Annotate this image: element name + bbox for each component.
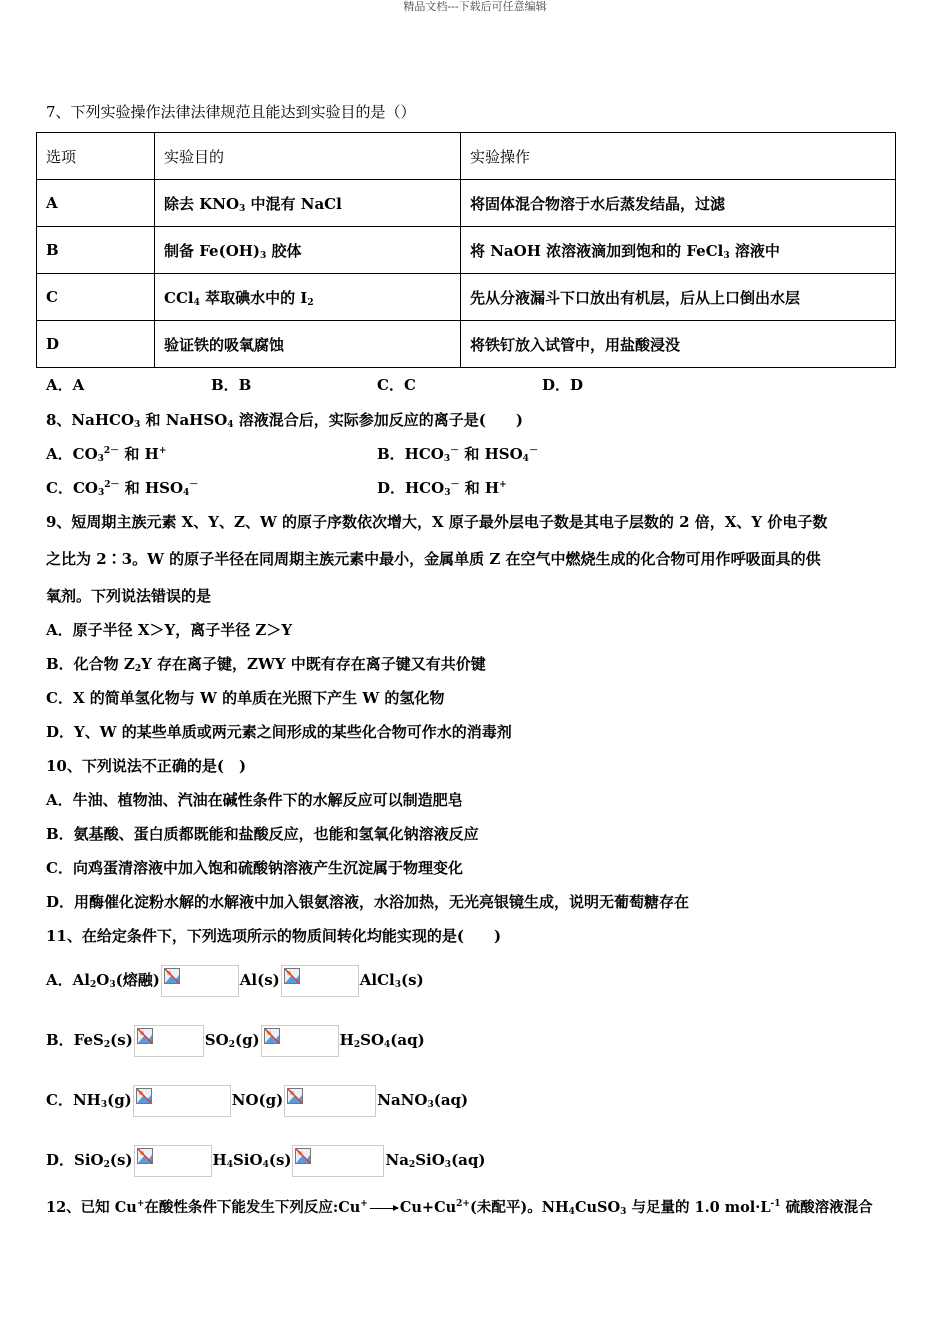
q9-choice-a: A．原子半径 X＞Y，离子半径 Z＞Y [46,621,293,639]
goal-cell: 制备 $Fe(OH)_3$ 胶体 [155,227,461,274]
broken-image-icon [133,1085,231,1117]
q12-stem: 12、已知 Cu+在酸性条件下能发生下列反应:Cu+ $Cu+Cu^{2+}$(未配平)。$NH_4CuSO_3$ 与足量的 1.0 $mol\cdot L^{-1}$ 硫酸溶液混合 [46,1199,873,1217]
q9-choice-c: C．X 的简单氢化物与 W 的单质在光照下产生 W 的氢化物 [46,689,445,707]
broken-image-icon [284,1085,376,1117]
q9-choice-d: D．Y、W 的某些单质或两元素之间形成的某些化合物可作水的消毒剂 [46,723,512,741]
q8-stem: 8、NaHCO$_3$ 和 NaHSO$_4$ 溶液混合后，实际参加反应的离子是( ) [46,411,523,430]
header-cell: 实验操作 [461,133,896,180]
q11-choice-b: B．FeS$_2$(s) $SO_2(g)$ $H_2SO_4(aq)$ [46,1022,425,1058]
q10-choice-d: D．用酶催化淀粉水解的水解液中加入银氨溶液，水浴加热，无光亮银镜生成，说明无葡萄糖存在 [46,893,690,911]
reaction-arrow-icon [370,1208,398,1209]
q8-choice-d: D．$HCO_3^-$ 和 H+ [377,479,507,498]
option-cell: C [37,274,155,321]
q9-choice-b: B．化合物 $Z_2Y$ 存在离子键，ZWY 中既有存在离子键又有共价键 [46,655,486,674]
goal-cell: 验证铁的吸氧腐蚀 [155,321,461,368]
table-row [37,321,896,368]
broken-image-icon [134,1145,212,1177]
table-row [37,274,896,321]
q7-choice-a: A．A [46,376,85,394]
q10-choice-a: A．牛油、植物油、汽油在碱性条件下的水解反应可以制造肥皂 [46,791,463,809]
q8-choice-b: B．$HCO_3^-$ 和 $HSO_4^-$ [377,445,538,464]
operation-cell: 将固体混合物溶于水后蒸发结晶，过滤 [461,180,896,227]
option-cell: B [37,227,155,274]
q9-stem-line3: 氧剂。下列说法错误的是 [46,587,212,605]
q7-stem: 7、下列实验操作法律法律规范且能达到实验目的是（） [46,103,416,121]
q10-choice-c: C．向鸡蛋清溶液中加入饱和硫酸钠溶液产生沉淀属于物理变化 [46,859,463,877]
q7-choice-c: C．C [377,376,416,394]
option-cell: D [37,321,155,368]
q8-choice-c: C．$CO_3^{2-}$ 和 $HSO_4^-$ [46,479,199,498]
q11-choice-c: C．$NH_3(g)$ NO(g) NaNO$_3$(aq) [46,1082,468,1118]
q7-table [36,132,896,368]
broken-image-icon [261,1025,339,1057]
broken-image-icon [281,965,359,997]
goal-cell: 除去 $KNO_3$ 中混有 NaCl [155,180,461,227]
header-cell: 选项 [37,133,155,180]
goal-cell: CCl$_4$ 萃取碘水中的 $I_2$ [155,274,461,321]
q11-stem: 11、在给定条件下，下列选项所示的物质间转化均能实现的是( ) [46,927,502,945]
q9-stem-line2: 之比为 2∶3。W 的原子半径在同周期主族元素中最小，金属单质 Z 在空气中燃烧生成的化合物可用作呼吸面具的供 [46,550,821,568]
option-cell: A [37,180,155,227]
q10-stem: 10、下列说法不正确的是( ) [46,757,247,775]
broken-image-icon [134,1025,204,1057]
operation-cell: 先从分液漏斗下口放出有机层，后从上口倒出水层 [461,274,896,321]
q9-stem-line1: 9、短周期主族元素 X、Y、Z、W 的原子序数依次增大，X 原子最外层电子数是其电子层数的 2 倍，X、Y 价电子数 [46,513,828,531]
q11-choice-d: D．SiO$_2$(s) $H_4SiO_4(s)$ $Na_2SiO_3(aq)$ [46,1142,485,1178]
q7-choice-b: B．B [211,376,252,394]
q8-choice-a: A．$CO_3^{2-}$ 和 H+ [46,445,167,464]
q10-choice-b: B．氨基酸、蛋白质都既能和盐酸反应，也能和氢氧化钠溶液反应 [46,825,479,843]
table-row [37,227,896,274]
broken-image-icon [161,965,239,997]
q11-choice-a: A．$Al_2O_3$(熔融) Al(s) AlCl$_3$(s) [46,962,424,998]
broken-image-icon [292,1145,384,1177]
operation-cell: 将 NaOH 浓溶液滴加到饱和的 FeCl$_3$ 溶液中 [461,227,896,274]
header-cell: 实验目的 [155,133,461,180]
table-row [37,180,896,227]
operation-cell: 将铁钉放入试管中，用盐酸浸没 [461,321,896,368]
q7-choice-d: D．D [542,376,584,394]
table-header-row [37,133,896,180]
page-header: 精品文档---下载后可任意编辑 [403,0,547,13]
